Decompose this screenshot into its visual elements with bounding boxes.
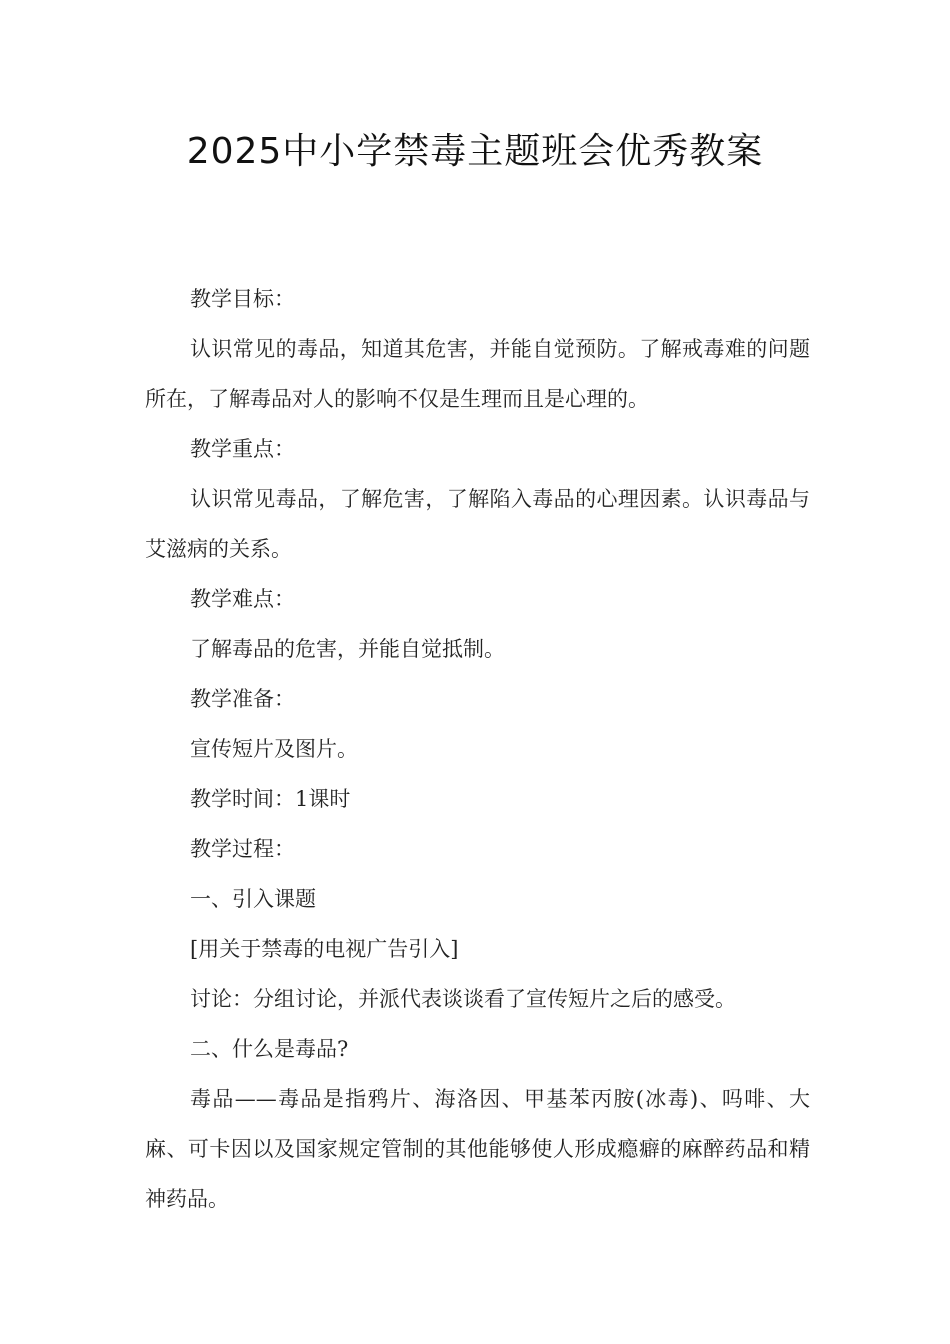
heading-difficult-points: 教学难点： (190, 587, 295, 611)
paragraph-preparation: 宣传短片及图片。 (190, 737, 358, 761)
section-heading-what-are-drugs: 二、什么是毒品? (190, 1037, 349, 1061)
paragraph-difficult-points: 了解毒品的危害，并能自觉抵制。 (190, 637, 505, 661)
document-body (145, 274, 810, 1224)
paragraph-teaching-goals: 认识常见的毒品，知道其危害，并能自觉预防。了解戒毒难的问题所在，了解毒品对人的影响不仅是生理而且是心理的。 (145, 337, 810, 411)
document-title: 2025中小学禁毒主题班会优秀教案 (186, 131, 764, 172)
paragraph-discussion: 讨论：分组讨论，并派代表谈谈看了宣传短片之后的感受。 (190, 987, 736, 1011)
paragraph-key-points: 认识常见毒品，了解危害，了解陷入毒品的心理因素。认识毒品与艾滋病的关系。 (145, 487, 810, 561)
heading-preparation: 教学准备： (190, 687, 295, 711)
heading-teaching-process: 教学过程： (190, 837, 295, 861)
paragraph-teaching-time: 教学时间：1课时 (190, 787, 351, 811)
heading-key-points: 教学重点： (190, 437, 295, 461)
paragraph-drug-definition: 毒品——毒品是指鸦片、海洛因、甲基苯丙胺(冰毒)、吗啡、大麻、可卡因以及国家规定管制的其他能够使人形成瘾癖的麻醉药品和精神药品。 (145, 1087, 810, 1211)
section-heading-introduction: 一、引入课题 (190, 887, 316, 911)
paragraph-tv-ad-intro: [用关于禁毒的电视广告引入] (190, 937, 459, 961)
heading-teaching-goals: 教学目标： (190, 287, 295, 311)
